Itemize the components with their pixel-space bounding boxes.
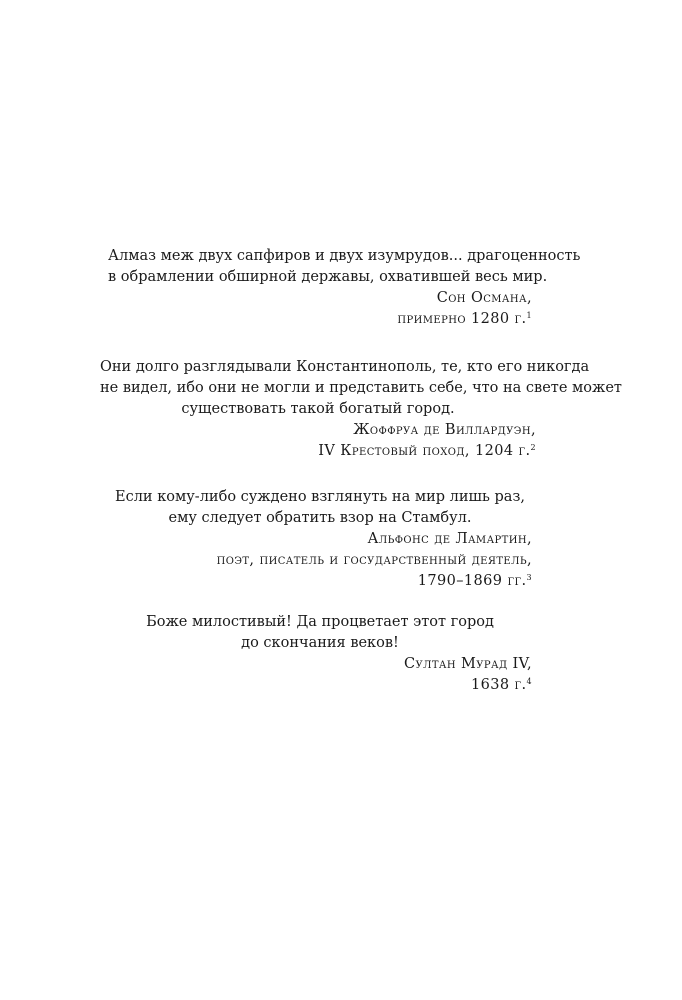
epigraph-line: ему следует обратить взор на Стамбул. <box>168 510 472 526</box>
footnote-marker: 2 <box>530 443 536 452</box>
epigraph-attribution-author: Сон Османа, <box>436 290 532 306</box>
epigraph-attribution-date <box>108 571 532 592</box>
epigraph-line: не видел, ибо они не могли и представить себе, что на свете может <box>100 380 622 396</box>
epigraph-attribution-date <box>100 441 536 462</box>
attribution-text: примерно 1280 г. <box>397 311 527 327</box>
epigraph-murad <box>108 612 532 696</box>
epigraph-attribution-author: Султан Мурад IV, <box>403 656 532 672</box>
attribution-text: IV Крестовый поход, 1204 г. <box>318 443 531 459</box>
epigraph-line: Они долго разглядывали Константинополь, те, кто его никогда <box>100 359 590 375</box>
epigraph-villehardouin <box>100 357 622 462</box>
epigraph-attribution-date <box>108 309 532 330</box>
footnote-marker: 3 <box>526 573 532 582</box>
footnote-marker: 1 <box>526 311 532 320</box>
epigraph-line: до скончания веков! <box>241 635 399 651</box>
epigraph-line: Боже милостивый! Да процветает этот город <box>146 614 494 630</box>
epigraph-osman <box>108 246 581 330</box>
epigraph-attribution-date <box>108 675 532 696</box>
footnote-marker: 4 <box>526 677 532 686</box>
attribution-text: 1638 г. <box>470 677 527 693</box>
epigraph-line: в обрамлении обширной державы, охватившей весь мир. <box>108 269 548 285</box>
epigraph-line: Если кому-либо суждено взглянуть на мир лишь раз, <box>115 489 525 505</box>
epigraph-attribution-author: Жоффруа де Виллардуэн, <box>353 422 536 438</box>
epigraph-lamartine <box>108 487 532 592</box>
epigraph-line: Алмаз меж двух сапфиров и двух изумрудов... драгоценность <box>108 248 581 264</box>
epigraph-attribution-role: поэт, писатель и государственный деятель, <box>216 552 532 568</box>
attribution-text: 1790–1869 гг. <box>417 573 527 589</box>
epigraph-line: существовать такой богатый город. <box>181 401 455 417</box>
epigraph-attribution-author: Альфонс де Ламартин, <box>367 531 532 547</box>
